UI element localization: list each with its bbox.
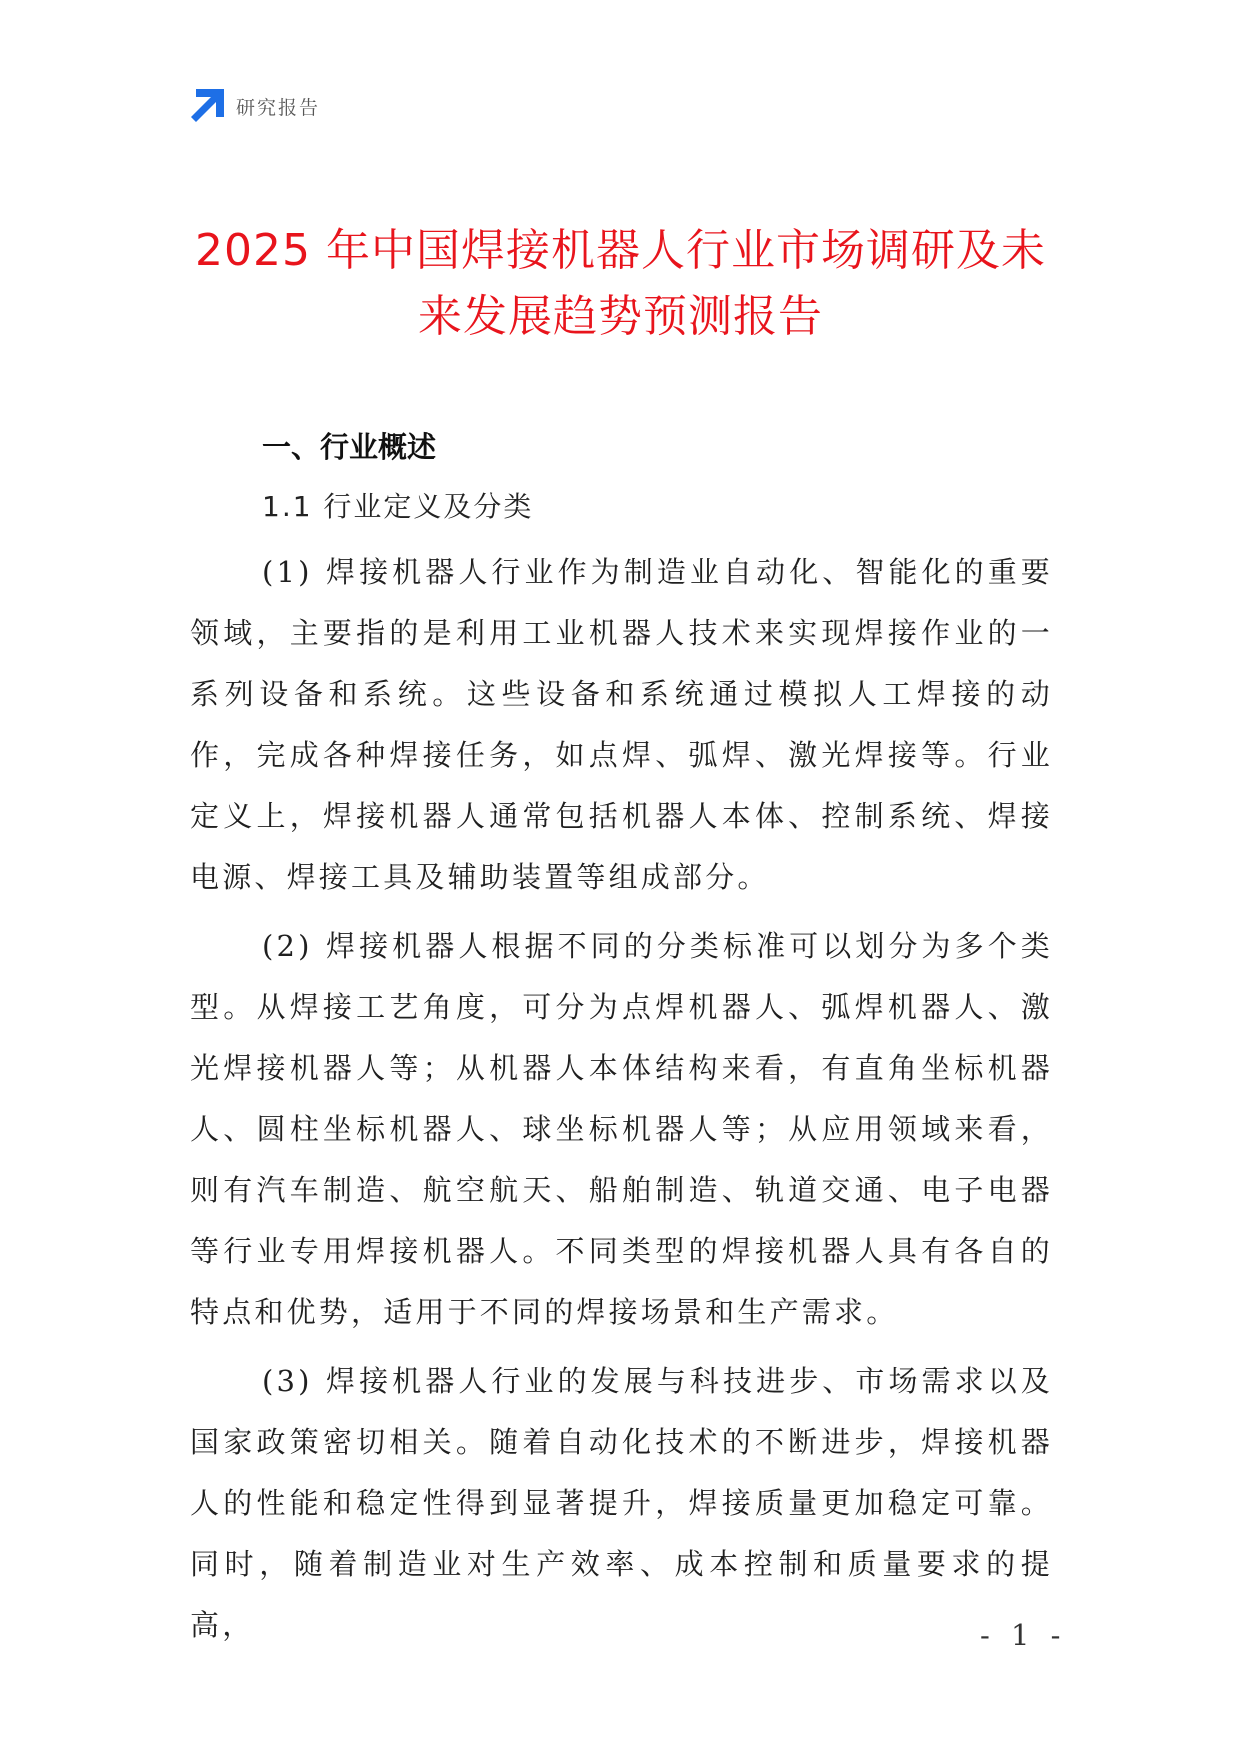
report-header [190,88,320,124]
header-label: 研究报告 [236,96,321,119]
arrow-up-right-icon [190,89,224,123]
report-body [190,420,1053,1656]
page-number: - 1 - [980,1618,1067,1652]
subsection-heading: 1.1 行业定义及分类 [262,490,534,523]
section-heading: 一、行业概述 [262,430,437,464]
title-line-2: 来发展趋势预测报告 [418,291,823,342]
paragraph-2: (2) 焊接机器人根据不同的分类标准可以划分为多个类型。从焊接工艺角度，可分为点焊机器人、弧焊机器人、激光焊接机器人等；从机器人本体结构来看，有直角坐标机器人、圆柱坐标机器人、球坐标机器人等；从应用领域来看，则有汽车制造、航空航天、船舶制造、轨道交通、电子电器等行业专用焊接机器人。不同类型的焊接机器人具有各自的特点和优势，适用于不同的焊接场景和生产需求。 [190,929,1053,1329]
report-title [150,218,1091,350]
paragraph-1: (1) 焊接机器人行业作为制造业自动化、智能化的重要领域，主要指的是利用工业机器人技术来实现焊接作业的一系列设备和系统。这些设备和系统通过模拟人工焊接的动作，完成各种焊接任务，如点焊、弧焊、激光焊接等。行业定义上，焊接机器人通常包括机器人本体、控制系统、焊接电源、焊接工具及辅助装置等组成部分。 [190,555,1053,894]
title-line-1: 2025 年中国焊接机器人行业市场调研及未 [195,225,1046,276]
paragraph-3: (3) 焊接机器人行业的发展与科技进步、市场需求以及国家政策密切相关。随着自动化技术的不断进步，焊接机器人的性能和稳定性得到显著提升，焊接质量更加稳定可靠。同时，随着制造业对生产效率、成本控制和质量要求的提高， [190,1364,1053,1642]
